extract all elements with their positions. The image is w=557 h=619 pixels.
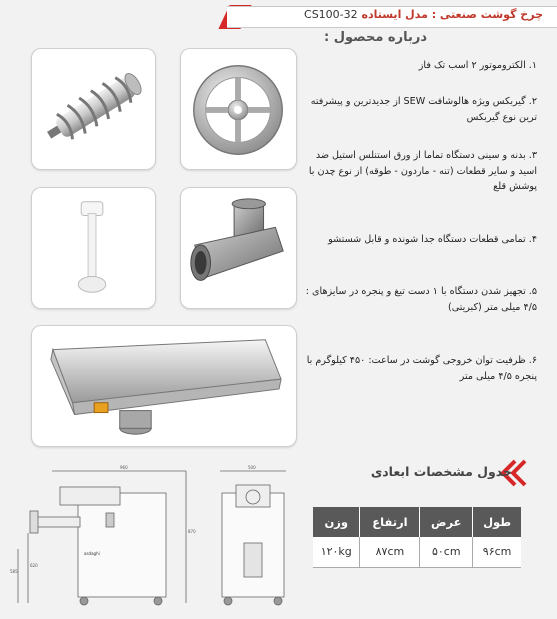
spec-weight-value: ۱۲۰kg (313, 537, 360, 567)
auger-image (31, 48, 156, 170)
spec-table-heading: جدول مشخصات ابعادی (370, 464, 512, 479)
pusher-image (31, 187, 156, 309)
feature-item: ۶. ظرفیت توان خروجی گوشت در ساعت: ۴۵۰ کیلوگرم با پنجره ۴/۵ میلی متر (306, 355, 537, 382)
feature-item: ۵. تجهیز شدن دستگاه با ۱ دست تیغ و پنجره در سایزهای : ۴/۵ میلی متر (کبریتی) (305, 286, 537, 313)
spec-height-value: ۸۷cm (360, 537, 420, 567)
front-inner-label: 620 (30, 563, 38, 568)
header-model-code: CS100-32 (304, 8, 358, 21)
feature-item: ۲. گیربکس ویژه هالوشافت SEW از جدیدترین و پیشرفته ترین نوع گیربکس (310, 96, 537, 123)
tray-image (31, 325, 297, 447)
side-width-label: 500 (248, 465, 256, 470)
front-technical-drawing (8, 463, 196, 613)
side-technical-drawing (206, 463, 298, 613)
spec-table (313, 507, 521, 568)
header-title (304, 8, 543, 21)
front-low-label: 585 (10, 569, 18, 574)
spec-col-weight: وزن (313, 507, 360, 537)
front-height-label: 870 (188, 529, 196, 534)
feature-item: ۴. تمامی قطعات دستگاه جدا شونده و قابل شستشو (328, 234, 537, 245)
feature-item: ۱. الکتروموتور ۲ اسب تک فاز (418, 60, 537, 71)
spec-col-length: طول (473, 507, 521, 537)
about-product-title: درباره محصول : (324, 30, 427, 45)
feature-item: ۳. بدنه و سینی دستگاه تماما از ورق استنلس استیل ضد اسید و سایر قطعات (تنه - ماردون - طوقه) از نوع چدن با پوشش قلع (308, 150, 537, 192)
spec-header-row (313, 507, 521, 537)
front-width-label: 960 (120, 465, 128, 470)
cutting-ring-image (180, 48, 297, 170)
header-title-text: چرخ گوشت صنعتی : مدل ایستاده (361, 8, 543, 21)
spec-width-value: ۵۰cm (420, 537, 473, 567)
spec-col-width: عرض (420, 507, 473, 537)
brand-label: asdaghi (84, 551, 100, 556)
spec-value-row (313, 537, 521, 567)
spec-length-value: ۹۶cm (473, 537, 521, 567)
spec-col-height: ارتفاع (360, 507, 420, 537)
cast-body-image (180, 187, 297, 309)
